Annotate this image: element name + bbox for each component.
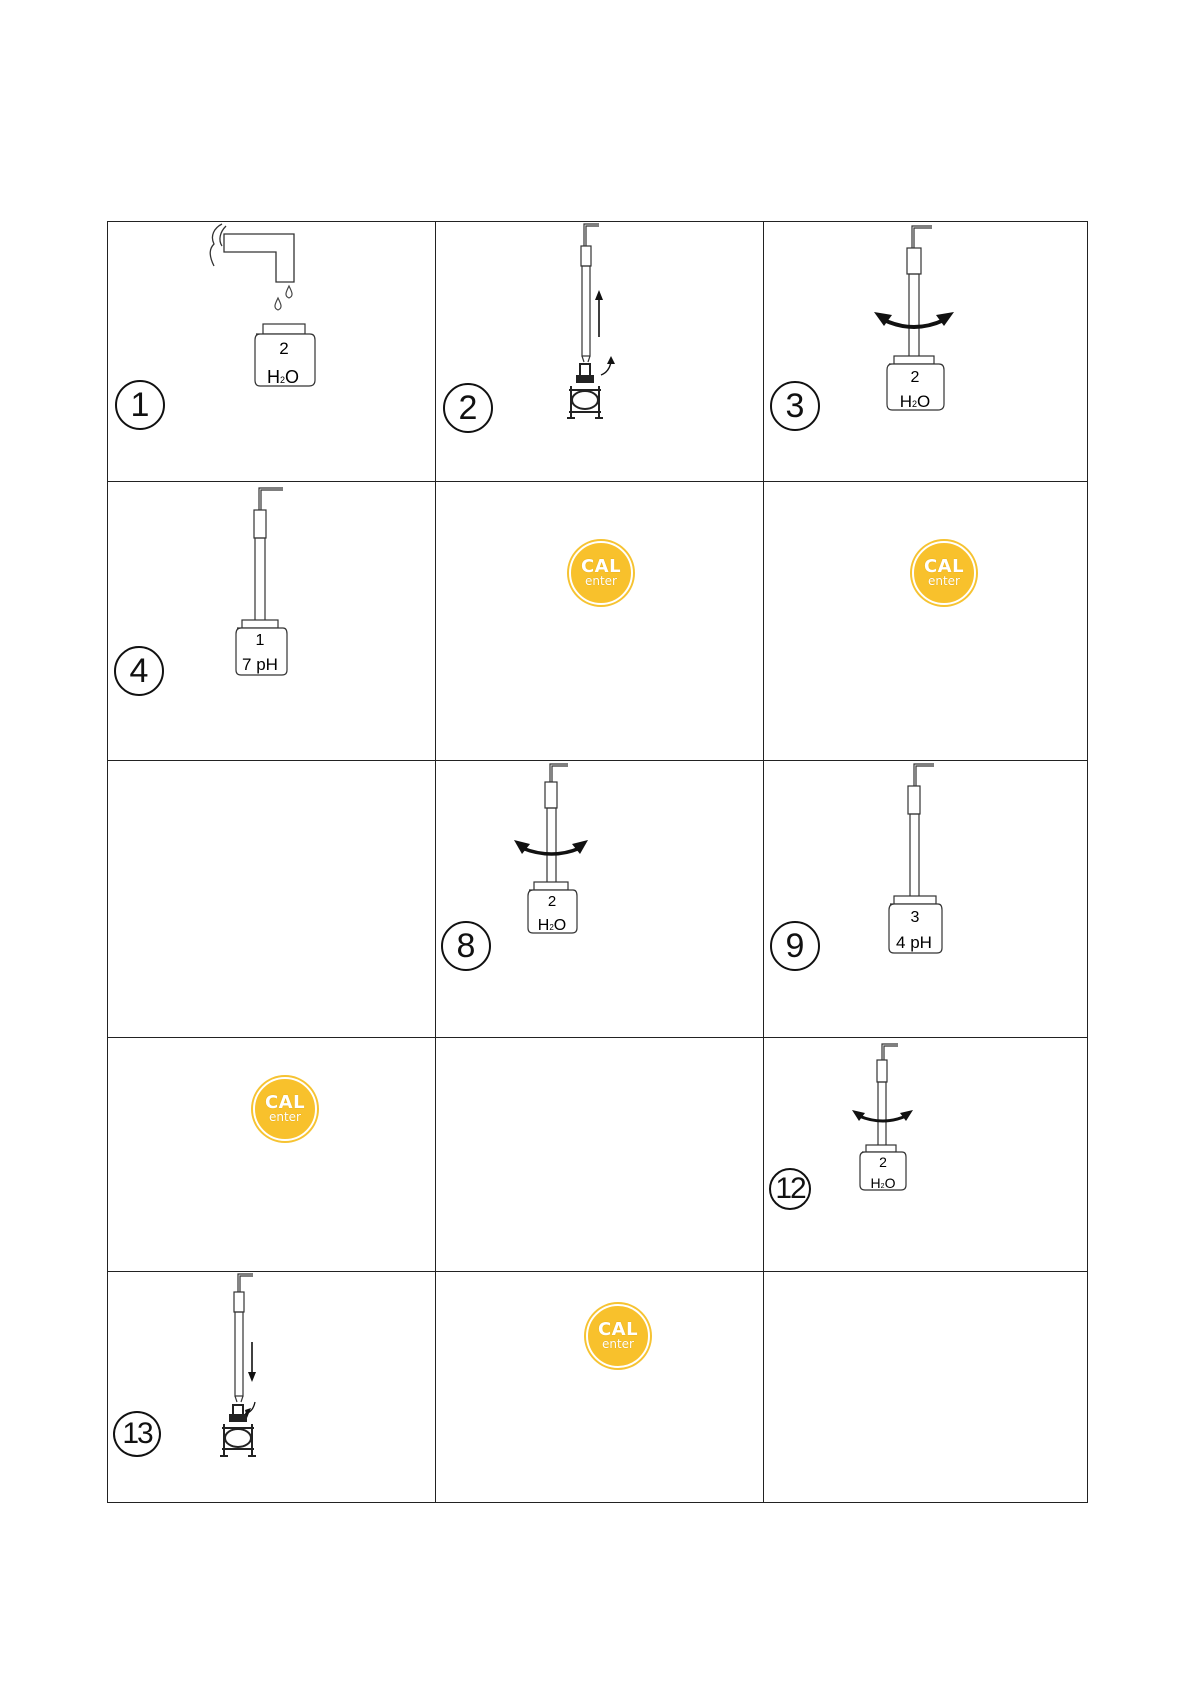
cal-label: CAL [264, 1091, 306, 1113]
step-number-4: 4 [114, 646, 164, 696]
bottle-label: H2O [870, 1175, 896, 1191]
step-4-illustration [225, 484, 295, 679]
step-number-8: 8 [441, 921, 491, 971]
cal-enter-button [912, 541, 976, 605]
bottle-label: 7 pH [242, 655, 278, 674]
probe-icon [545, 764, 568, 888]
step-number-13: 13 [113, 1411, 161, 1457]
water-drop-icon [275, 286, 292, 310]
bottle-number: 2 [547, 893, 557, 910]
step-number-12: 12 [769, 1168, 811, 1210]
enter-label: enter [584, 573, 617, 588]
cal-enter-button [586, 1304, 650, 1368]
bottle-number: 2 [879, 1154, 887, 1170]
bottle-label: 4 pH [896, 933, 932, 952]
cal-enter-button [569, 541, 633, 605]
cal-label: CAL [580, 555, 622, 577]
step-number-3: 3 [770, 381, 820, 431]
bottle-number: 1 [255, 632, 265, 649]
step-number-9: 9 [770, 921, 820, 971]
enter-label: enter [268, 1109, 301, 1124]
probe-icon [877, 1044, 898, 1152]
probe-icon [254, 488, 283, 628]
probe-icon [908, 764, 934, 904]
step-3-illustration [872, 222, 972, 422]
cal-label: CAL [923, 555, 965, 577]
enter-label: enter [601, 1336, 634, 1351]
rotate-arrows-icon [874, 312, 954, 327]
step-2-illustration [555, 222, 625, 427]
enter-label: enter [927, 573, 960, 588]
pipe-clamp-icon [220, 1405, 256, 1456]
bottle-label: H2O [537, 917, 567, 934]
step-13-illustration [215, 1272, 275, 1467]
bottle-label: H2O [899, 392, 931, 411]
probe-icon [581, 224, 599, 362]
step-8-illustration [512, 760, 592, 940]
cal-enter-button [253, 1077, 317, 1141]
rotate-arrows-icon [852, 1110, 913, 1121]
pipe-clamp-icon [567, 364, 603, 418]
step-9-illustration [880, 760, 960, 960]
step-1-illustration [200, 222, 340, 392]
down-arrow-icon [248, 1342, 256, 1382]
probe-icon [234, 1274, 253, 1402]
up-arrow-icon [595, 290, 603, 337]
faucet-icon [210, 224, 294, 282]
col-divider [435, 221, 436, 1503]
row-divider [107, 1037, 1088, 1038]
step-number-1: 1 [115, 380, 165, 430]
probe-icon [907, 226, 932, 364]
bottle-label: H2O [266, 367, 300, 387]
bottle-number: 2 [279, 339, 289, 358]
row-divider [107, 481, 1088, 482]
step-12-illustration [850, 1040, 920, 1200]
bottle-number: 2 [910, 369, 920, 386]
cal-label: CAL [597, 1318, 639, 1340]
rotate-arrows-icon [514, 840, 588, 854]
col-divider [763, 221, 764, 1503]
step-number-2: 2 [443, 383, 493, 433]
bottle-number: 3 [910, 909, 920, 926]
